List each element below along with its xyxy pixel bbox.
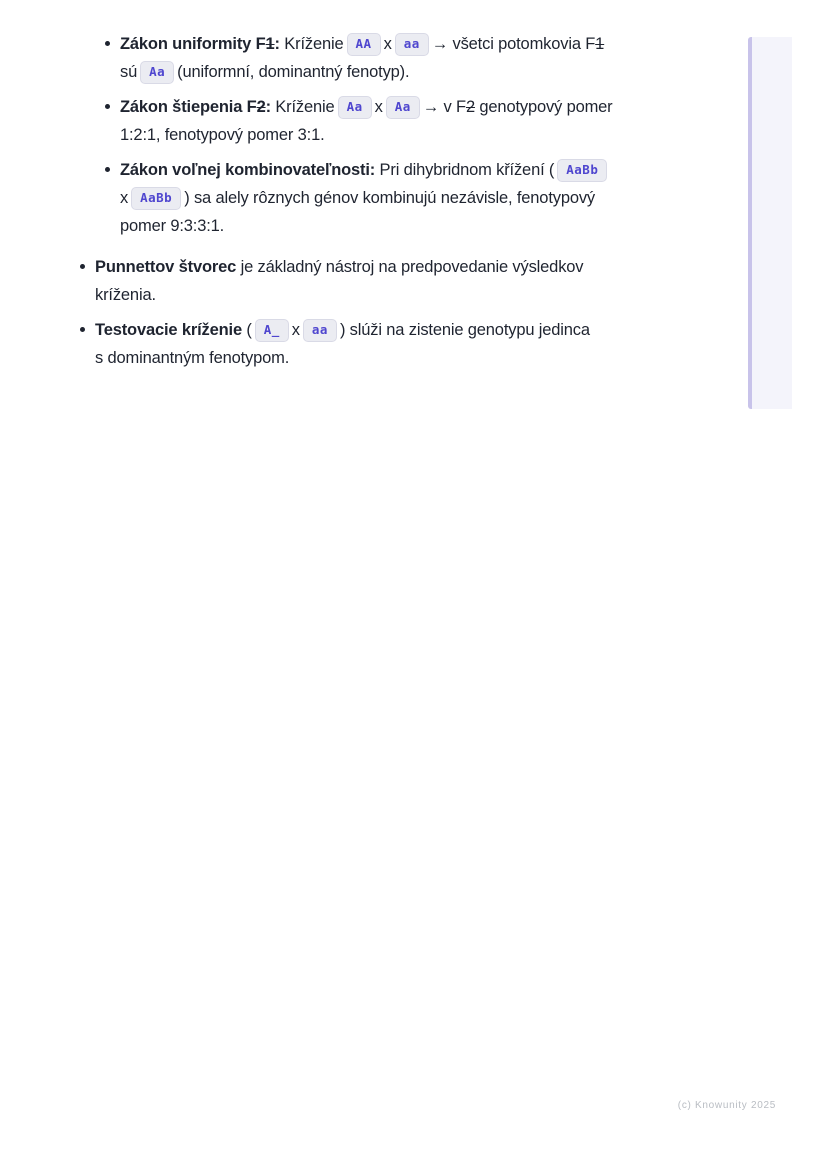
genetics-notes-list (78, 253, 596, 372)
strike-run: 2 (465, 98, 475, 116)
bold-run: Punnettov štvorec (95, 258, 237, 276)
copyright-notice: (c) Knowunity 2025 (677, 1100, 776, 1111)
bold-run: : (265, 98, 271, 116)
list-item (103, 156, 615, 240)
text-run: x (374, 98, 383, 116)
list-item (103, 30, 615, 86)
genotype-chip: AaBb (131, 187, 181, 210)
boldstrike-run: 2 (256, 98, 266, 116)
text-run: → v F (422, 98, 466, 116)
text-run: Kríženie (279, 35, 344, 53)
list-item (78, 316, 596, 372)
bold-run: Zákon voľnej kombinovateľnosti: (120, 161, 376, 179)
genotype-chip: Aa (386, 96, 420, 119)
text-run: x (383, 35, 392, 53)
bold-run: : (274, 35, 280, 53)
text-run: (uniformní, dominantný fenotyp). (177, 63, 410, 81)
genotype-chip: Aa (140, 61, 174, 84)
text-run: genotypový pomer 1:2:1, fenotypový pomer 3:1. (120, 98, 613, 144)
text-run: x (291, 321, 300, 339)
genotype-chip: Aa (338, 96, 372, 119)
text-run: sú (120, 63, 138, 81)
genotype-chip: aa (395, 33, 429, 56)
strike-run: 1 (595, 35, 605, 53)
text-run: ) slúži na zistenie genotypu jedinca s dominantným fenotypom. (95, 321, 590, 367)
text-run: je základný nástroj na predpovedanie výsledkov kríženia. (95, 258, 584, 304)
genotype-chip: AA (347, 33, 381, 56)
text-run: Pri dihybridnom křížení ( (375, 161, 555, 179)
document-content (0, 30, 615, 379)
genotype-chip: AaBb (557, 159, 607, 182)
mendel-laws-sublist (103, 30, 615, 240)
bold-run: Zákon uniformity F (120, 35, 266, 53)
list-item (103, 93, 615, 149)
genotype-chip: aa (303, 319, 337, 342)
page-edge-panel (748, 37, 792, 409)
text-run: → všetci potomkovia F (431, 35, 596, 53)
text-run: ( (241, 321, 252, 339)
bold-run: Testovacie kríženie (95, 321, 242, 339)
boldstrike-run: 1 (265, 35, 275, 53)
list-item (78, 253, 596, 309)
genotype-chip: A_ (255, 319, 289, 342)
text-run: ) sa alely rôznych génov kombinujú nezávisle, fenotypový pomer 9:3:3:1. (120, 189, 596, 235)
text-run: Kríženie (270, 98, 335, 116)
text-run: x (120, 189, 129, 207)
bold-run: Zákon štiepenia F (120, 98, 257, 116)
